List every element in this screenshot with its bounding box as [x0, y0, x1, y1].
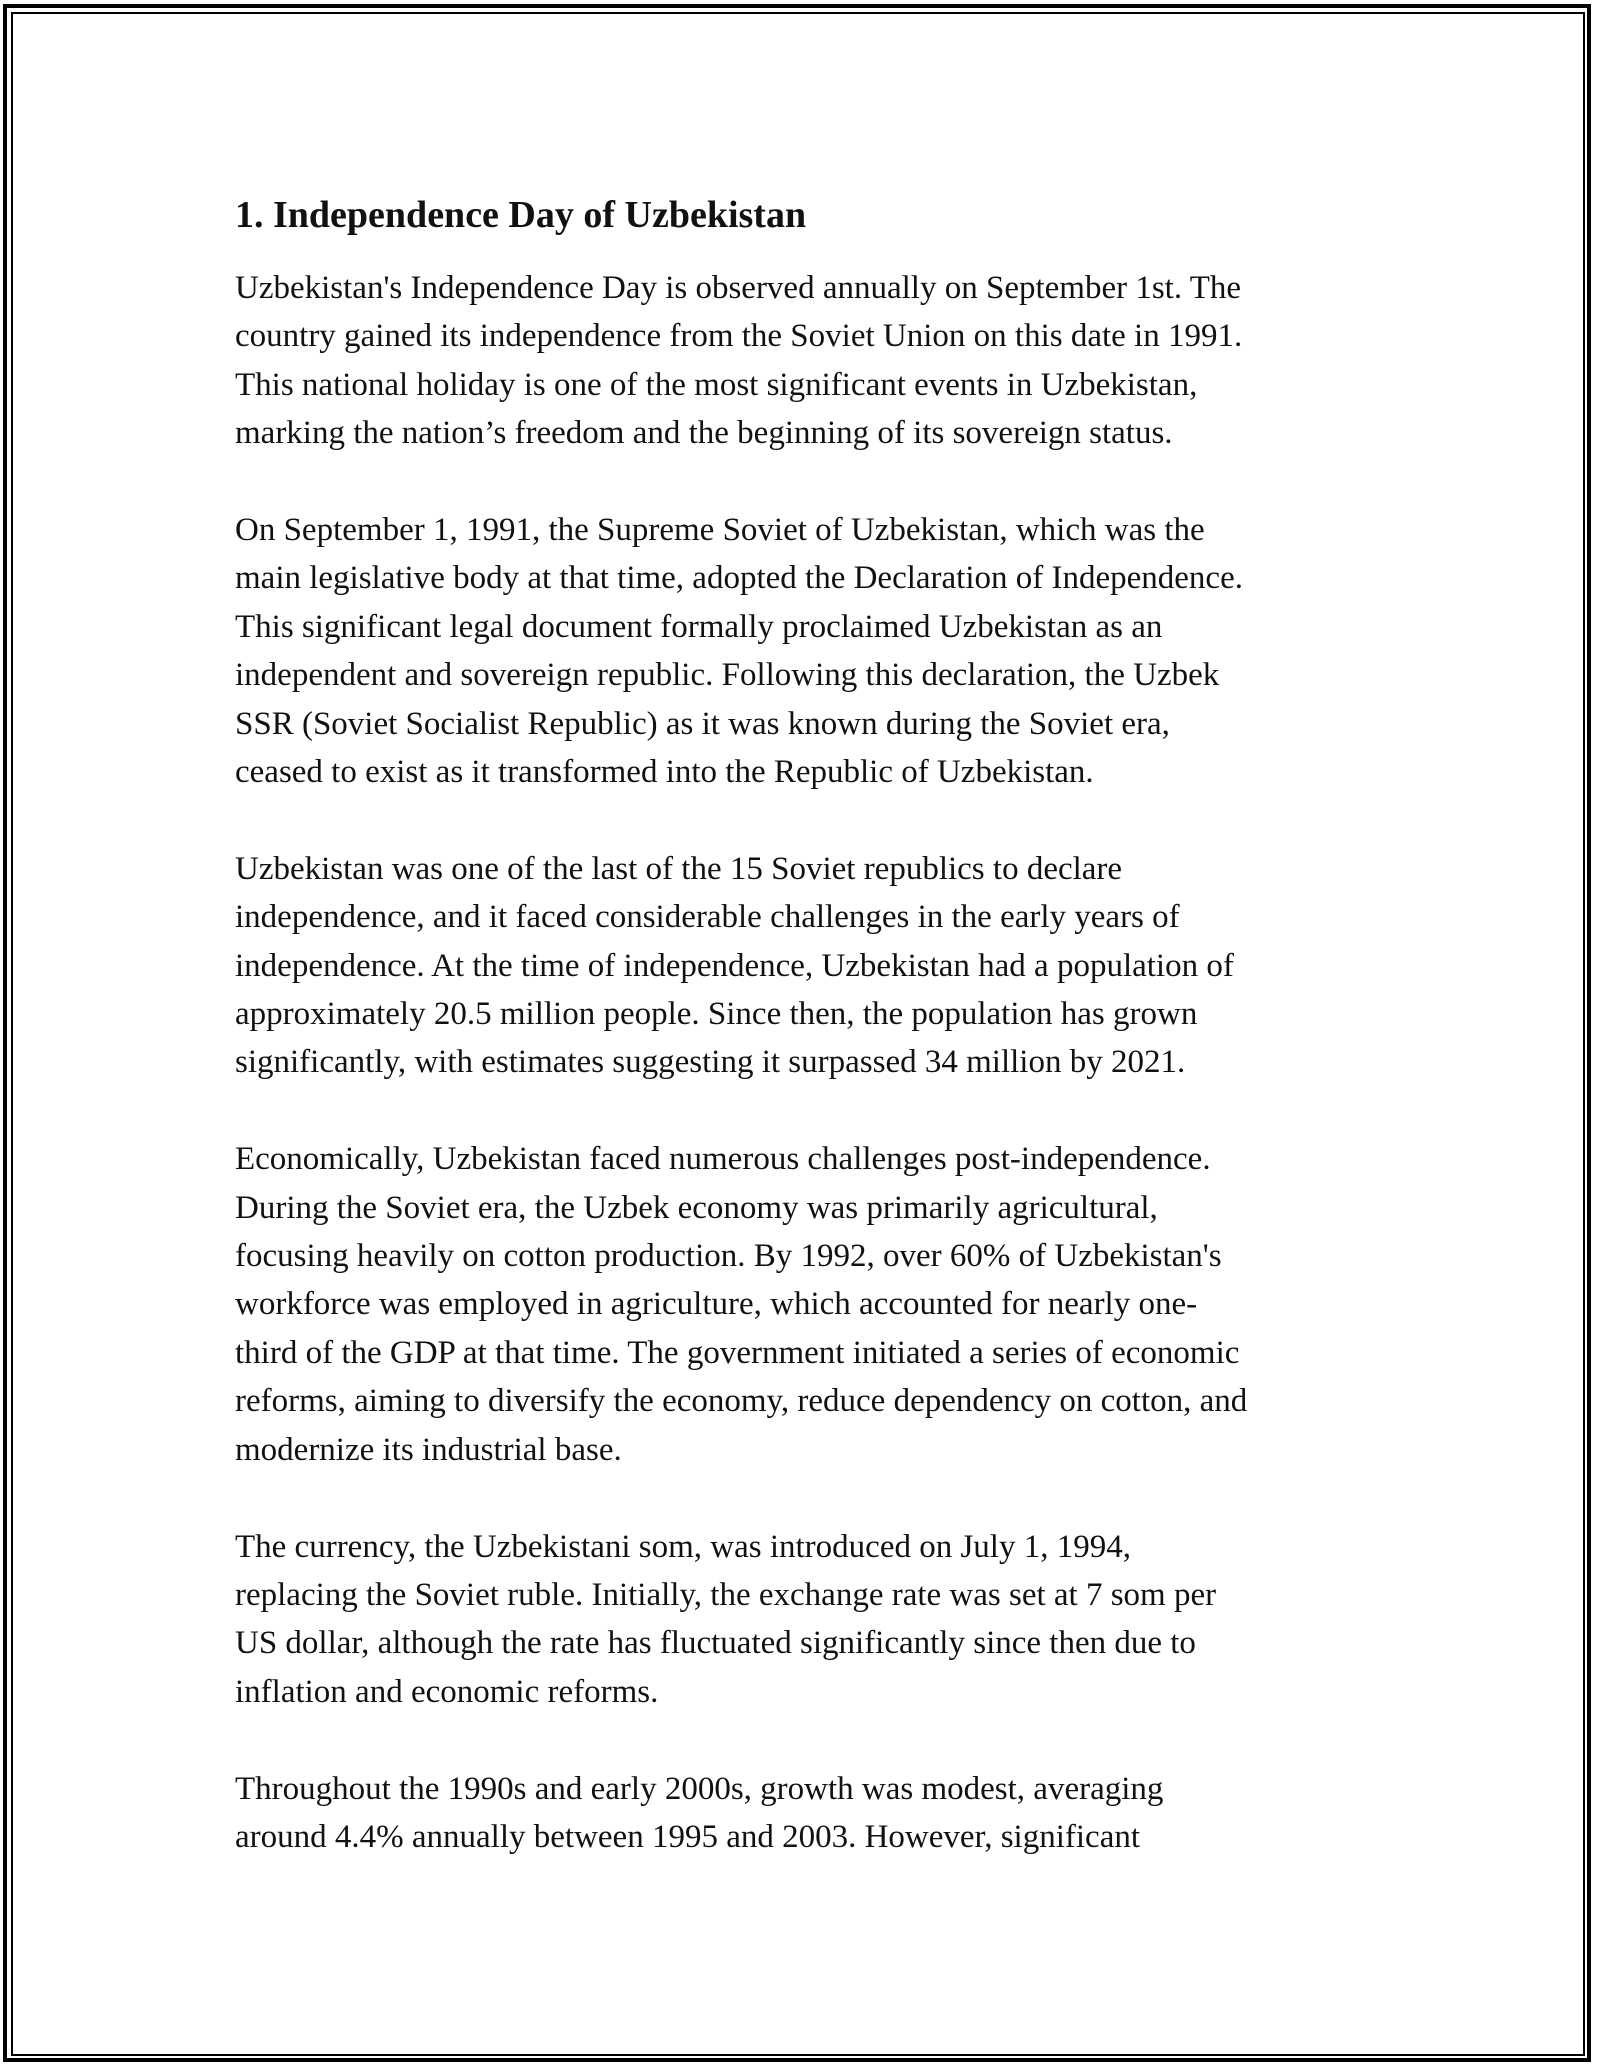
text-line: approximately 20.5 million people. Since then, the population has grown	[235, 996, 1198, 1033]
text-line: ceased to exist as it transformed into the Republic of Uzbekistan.	[235, 754, 1094, 791]
paragraph-growth	[235, 1765, 1370, 1862]
text-line: This significant legal document formally proclaimed Uzbekistan as an	[235, 608, 1163, 645]
text-line: SSR (Soviet Socialist Republic) as it was known during the Soviet era,	[235, 705, 1170, 742]
text-line: The currency, the Uzbekistani som, was introduced on July 1, 1994,	[235, 1528, 1131, 1565]
section-heading: 1. Independence Day of Uzbekistan	[235, 194, 807, 236]
text-line: focusing heavily on cotton production. By 1992, over 60% of Uzbekistan's	[235, 1238, 1222, 1275]
text-line: independence, and it faced considerable challenges in the early years of	[235, 899, 1180, 936]
text-line: Uzbekistan's Independence Day is observed annually on September 1st. The	[235, 270, 1242, 306]
text-line: significantly, with estimates suggesting it surpassed 34 million by 2021.	[235, 1044, 1186, 1081]
text-line: inflation and economic reforms.	[235, 1673, 659, 1710]
text-line: country gained its independence from the Soviet Union on this date in 1991.	[235, 318, 1243, 355]
text-line: US dollar, although the rate has fluctuated significantly since then due to	[235, 1625, 1196, 1662]
text-line: On September 1, 1991, the Supreme Soviet of Uzbekistan, which was the	[235, 512, 1205, 549]
text-line: main legislative body at that time, adopted the Declaration of Independence.	[235, 560, 1243, 597]
text-line: modernize its industrial base.	[235, 1431, 622, 1468]
text-line: around 4.4% annually between 1995 and 2003. However, significant	[235, 1818, 1141, 1855]
document-page	[235, 188, 1370, 1910]
paragraph-population	[235, 845, 1370, 1087]
text-line: During the Soviet era, the Uzbek economy was primarily agricultural,	[235, 1189, 1158, 1226]
paragraph-declaration	[235, 506, 1370, 796]
text-line: Economically, Uzbekistan faced numerous challenges post-independence.	[235, 1141, 1211, 1178]
text-line: workforce was employed in agriculture, which accounted for nearly one-	[235, 1286, 1198, 1323]
text-line: Uzbekistan was one of the last of the 15 Soviet republics to declare	[235, 850, 1123, 887]
text-line: reforms, aiming to diversify the economy, reduce dependency on cotton, and	[235, 1383, 1248, 1420]
paragraph-currency	[235, 1523, 1370, 1717]
text-line: independent and sovereign republic. Following this declaration, the Uzbek	[235, 657, 1220, 694]
text-line: marking the nation’s freedom and the beginning of its sovereign status.	[235, 415, 1173, 452]
paragraph-economy	[235, 1135, 1370, 1474]
paragraph-independence-day	[235, 264, 1370, 458]
text-line: replacing the Soviet ruble. Initially, the exchange rate was set at 7 som per	[235, 1576, 1217, 1613]
text-line: third of the GDP at that time. The government initiated a series of economic	[235, 1334, 1240, 1371]
text-line: This national holiday is one of the most significant events in Uzbekistan,	[235, 366, 1198, 403]
text-line: Throughout the 1990s and early 2000s, growth was modest, averaging	[235, 1770, 1164, 1807]
text-line: independence. At the time of independence, Uzbekistan had a population of	[235, 947, 1234, 984]
